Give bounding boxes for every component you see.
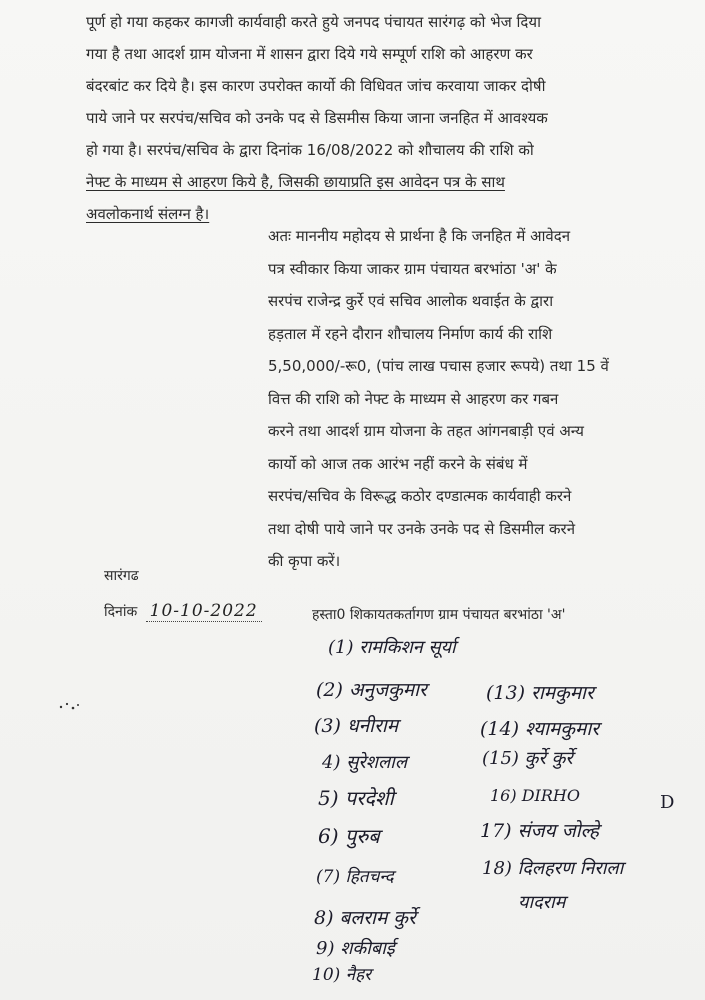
top-line-7: अवलोकनार्थ संलग्न है। (86, 205, 210, 223)
top-line-5: हो गया है। सरपंच/सचिव के द्वारा दिनांक 16/08/2022 को शौचालय की राशि को (86, 141, 534, 159)
request-line-3: सरपंच राजेन्द्र कुर्रे एवं सचिव आलोक थवाईत के द्वारा (268, 292, 554, 310)
signature-4: 4) सुरेशलाल (322, 752, 408, 773)
signature-18: 18) दिलहरण निराला (482, 858, 624, 879)
top-paragraph (86, 6, 666, 230)
top-line-4: पाये जाने पर सरपंच/सचिव को उनके पद से डिसमीस किया जाना जनहित में आवश्यक (86, 109, 548, 127)
signature-16: 16) DIRHO (490, 786, 580, 805)
signature-2: (2) अनुजकुमार (316, 679, 427, 701)
request-line-4: हड़ताल में रहने दौरान शौचालय निर्माण कार्य की राशि (268, 324, 553, 343)
signature-18-name: यादराम (518, 892, 566, 913)
request-line-7: करने तथा आदर्श ग्राम योजना के तहत आंगनबाड़ी एवं अन्य (268, 422, 584, 440)
signatory-heading: हस्ता0 शिकायतकर्तागण ग्राम पंचायत बरभांठा 'अ' (312, 607, 566, 623)
place-label: सारंगढ (104, 568, 139, 584)
top-line-6: नेफ्ट के माध्यम से आहरण किये है, जिसकी छायाप्रति इस आवेदन पत्र के साथ (86, 173, 505, 191)
request-line-9: सरपंच/सचिव के विरूद्ध कठोर दण्डात्मक कार्यवाही करने (268, 487, 572, 505)
signature-8: 8) बलराम कुर्रे (314, 907, 416, 929)
signature-10: 10) नैहर (312, 965, 372, 985)
signature-17: 17) संजय जोल्हे (480, 820, 599, 842)
signature-3: (3) धनीराम (314, 715, 399, 737)
request-line-1: अतः माननीय महोदय से प्रार्थना है कि जनहित में आवेदन (268, 227, 571, 245)
signature-6: 6) पुरुब (318, 824, 380, 848)
ink-specks (58, 700, 80, 712)
signature-15: (15) कुर्रे कुर्रे (482, 748, 573, 769)
signature-9: 9) शकीबाई (316, 938, 395, 959)
date-label: दिनांक (104, 604, 138, 620)
request-line-6: वित्त की राशि को नेफ्ट के माध्यम से आहरण कर गबन (268, 389, 559, 408)
request-paragraph (268, 220, 658, 578)
signature-7: (7) हितचन्द (316, 867, 394, 887)
top-line-2: गया है तथा आदर्श ग्राम योजना में शासन द्वारा दिये गये सम्पूर्ण राशि को आहरण कर (86, 45, 533, 63)
date-row (104, 601, 262, 621)
stray-mark: D (660, 792, 675, 813)
signature-14: (14) श्यामकुमार (480, 718, 600, 740)
request-line-11: की कृपा करें। (268, 552, 341, 570)
request-line-2: पत्र स्वीकार किया जाकर ग्राम पंचायत बरभांठा 'अ' के (268, 259, 557, 278)
request-line-5: 5,50,000/-रू0, (पांच लाख पचास हजार रूपये) तथा 15 वें (268, 357, 609, 375)
request-line-10: तथा दोषी पाये जाने पर उनके उनके पद से डिसमील करने (268, 519, 576, 538)
top-line-3: बंदरबांट कर दिये है। इस कारण उपरोक्त कार्यो की विधिवत जांच करवाया जाकर दोषी (86, 77, 546, 95)
top-line-1: पूर्ण हो गया कहकर कागजी कार्यवाही करते हुये जनपद पंचायत सारंगढ़ को भेज दिया (86, 13, 541, 31)
signature-5: 5) परदेशी (318, 786, 394, 810)
date-value: 10-10-2022 (146, 601, 262, 622)
request-line-8: कार्यो को आज तक आरंभ नहीं करने के संबंध में (268, 454, 528, 473)
signature-13: (13) रामकुमार (486, 682, 594, 704)
signature-1: (1) रामकिशन सूर्या (328, 637, 456, 658)
